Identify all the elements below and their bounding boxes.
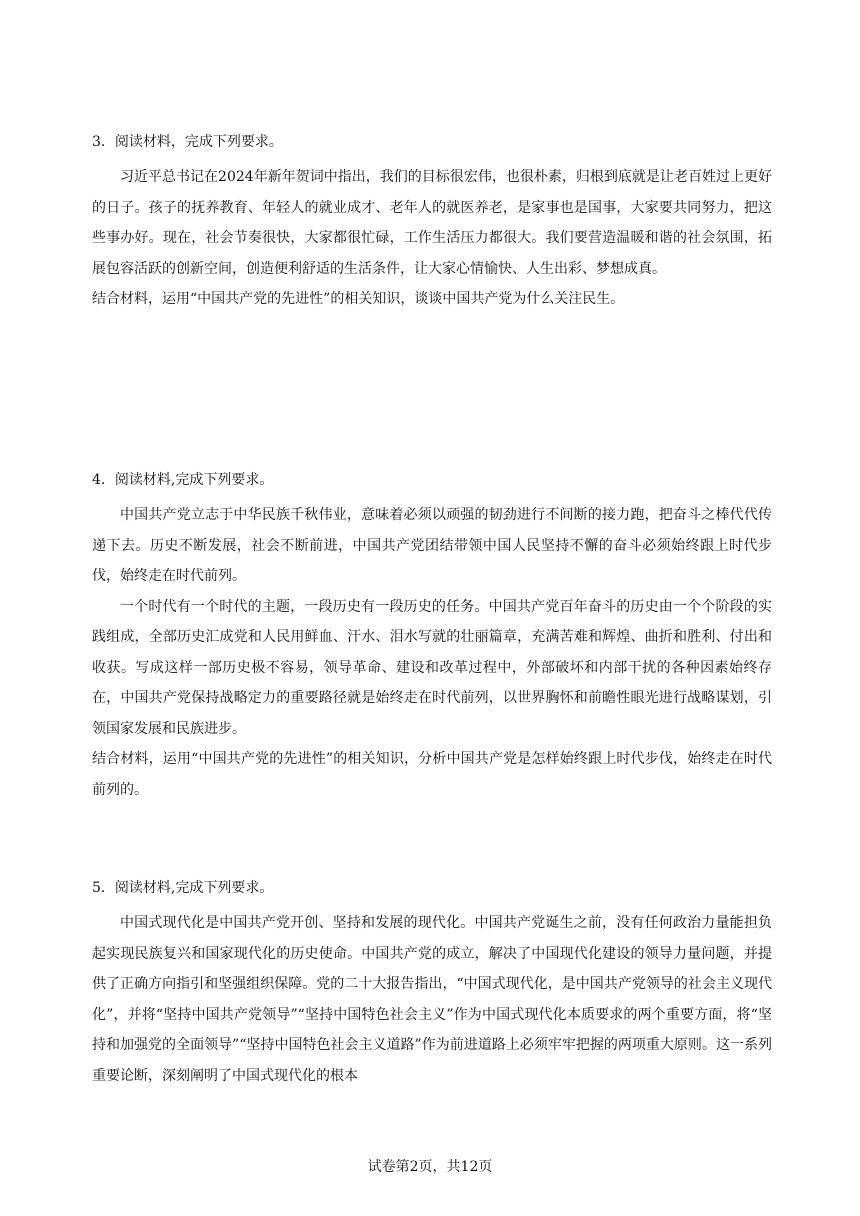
question-5 — [92, 878, 772, 1091]
page-footer: 试卷第2页，共12页 — [367, 1159, 493, 1175]
question-3 — [92, 132, 772, 315]
question-3-material-paragraph: 习近平总书记在2024年新年贺词中指出，我们的目标很宏伟，也很朴素，归根到底就是让老百姓过上更好的日子。孩子的抚养教育、年轻人的就业成才、老年人的就医养老，是家事也是国事，大家要共同努力，把这些事办好。现在，社会节奏很快，大家都很忙碌，工作生活压力都很大。我们要营造温暖和谐的社会氛围，拓展包容活跃的创新空间，创造便利舒适的生活条件，让大家心情愉快、人生出彩、梦想成真。 — [92, 169, 772, 277]
question-5-heading: 5．阅读材料,完成下列要求。 — [92, 880, 274, 896]
question-3-prompt: 结合材料，运用“中国共产党的先进性”的相关知识，谈谈中国共产党为什么关注民生。 — [92, 291, 625, 307]
question-4 — [92, 470, 772, 805]
question-5-material-paragraph: 中国式现代化是中国共产党开创、坚持和发展的现代化。中国共产党诞生之前，没有任何政治力量能担负起实现民族复兴和国家现代化的历史使命。中国共产党的成立，解决了中国现代化建设的领导力量问题，并提供了正确方向指引和坚强组织保障。党的二十大报告指出，“中国式现代化，是中国共产党领导的社会主义现代化”，并将“坚持中国共产党领导”“坚持中国特色社会主义”作为中国式现代化本质要求的两个重要方面，将“坚持和加强党的全面领导”“坚持中国特色社会主义道路”作为前进道路上必须牢牢把握的两项重大原则。这一系列重要论断，深刻阐明了中国式现代化的根本 — [92, 915, 772, 1084]
question-4-material-paragraph-1: 中国共产党立志于中华民族千秋伟业，意味着必须以顽强的韧劲进行不间断的接力跑，把奋斗之棒代代传递下去。历史不断发展，社会不断前进，中国共产党团结带领中国人民坚持不懈的奋斗必须始终跟上时代步伐，始终走在时代前列。 — [92, 507, 772, 584]
question-4-prompt: 结合材料，运用“中国共产党的先进性”的相关知识，分析中国共产党是怎样始终跟上时代步伐，始终走在时代前列的。 — [92, 751, 772, 798]
question-4-heading: 4．阅读材料,完成下列要求。 — [92, 472, 274, 488]
question-3-heading: 3．阅读材料，完成下列要求。 — [92, 134, 283, 150]
question-4-material-paragraph-2: 一个时代有一个时代的主题，一段历史有一段历史的任务。中国共产党百年奋斗的历史由一个个阶段的实践组成，全部历史汇成党和人民用鲜血、汗水、泪水写就的壮丽篇章，充满苦难和辉煌、曲折和胜利、付出和收获。写成这样一部历史极不容易，领导革命、建设和改革过程中，外部破坏和内部干扰的各种因素始终存在，中国共产党保持战略定力的重要路径就是始终走在时代前列，以世界胸怀和前瞻性眼光进行战略谋划，引领国家发展和民族进步。 — [92, 598, 772, 737]
